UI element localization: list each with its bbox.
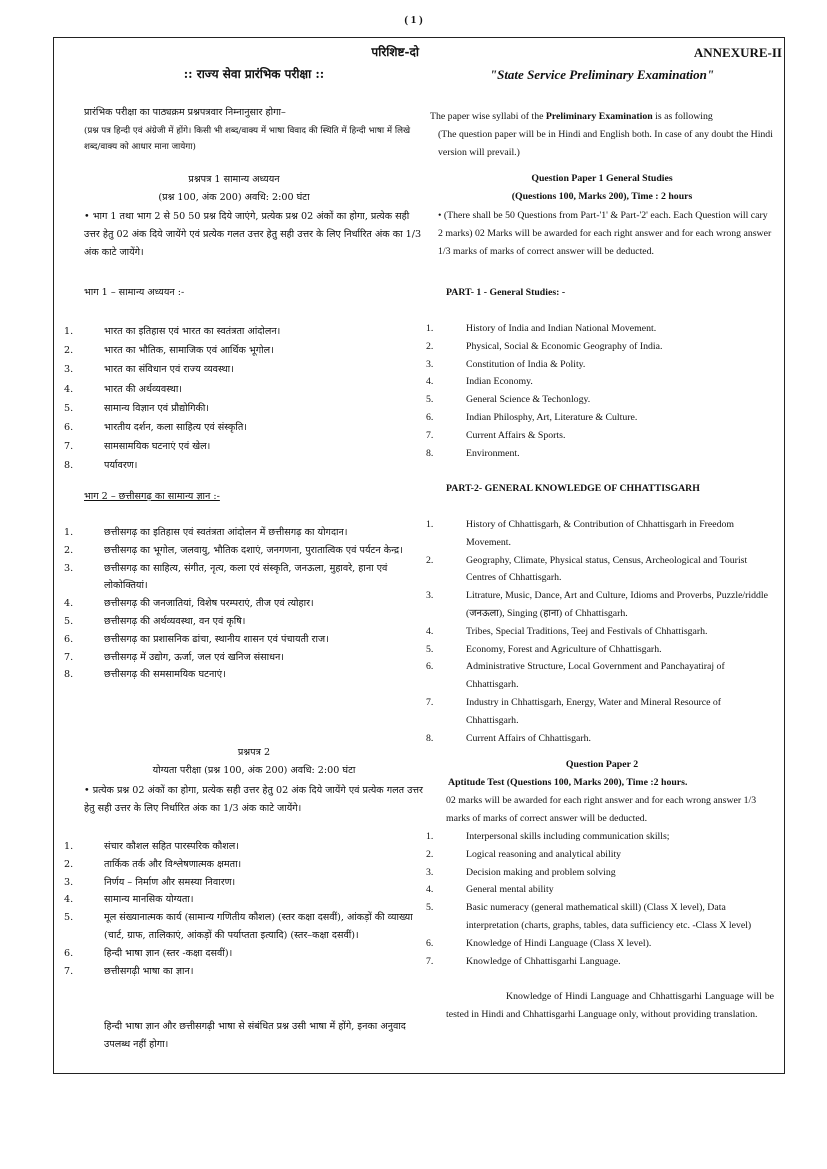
list-item — [426, 445, 774, 463]
list-item-number: 1. — [64, 841, 74, 852]
list-item — [64, 874, 424, 892]
hindi-paper2-footer: हिन्दी भाषा ज्ञान और छत्तीसगढ़ी भाषा से संबंधित प्रश्न उसी भाषा में होंगे, इनका अनुवाद उपलब्ध नहीं होगा। — [104, 1021, 406, 1050]
list-item-number: 4. — [426, 625, 434, 637]
list-item-text: संचार कौशल सहित पारस्परिक कौशल। — [104, 841, 239, 852]
list-item-number: 1. — [64, 527, 74, 538]
list-item — [64, 560, 424, 596]
list-item-text: History of India and Indian National Movement. — [466, 323, 657, 334]
list-item — [426, 516, 774, 552]
english-exam-title: "State Service Preliminary Examination" — [489, 67, 715, 82]
list-item-text: Environment. — [466, 447, 520, 459]
hindi-paper1-meta: (प्रश्न 100, अंक 200) अवधि: 2:00 घंटा — [158, 192, 310, 203]
hindi-paper1-title: प्रश्नपत्र 1 सामान्य अध्ययन — [188, 174, 280, 185]
list-item-number: 3. — [64, 876, 74, 888]
list-item — [64, 945, 424, 963]
list-item — [64, 418, 424, 437]
list-item-text: Knowledge of Hindi Language (Class X level). — [466, 937, 652, 949]
list-item-number: 2. — [426, 554, 434, 566]
english-annexure-label: ANNEXURE-II — [693, 45, 782, 60]
list-item-number: 6. — [426, 411, 434, 423]
english-paper1-title: Question Paper 1 General Studies — [531, 173, 673, 184]
list-item-number: 5. — [426, 394, 434, 406]
list-item-text: Geography, Climate, Physical status, Census, Archeological and Tourist Centres of Chhattisgarh. — [466, 554, 748, 584]
list-item-number: 8. — [64, 460, 74, 472]
list-item — [426, 373, 774, 391]
list-item-number: 8. — [426, 732, 434, 744]
document-frame — [53, 37, 785, 1074]
list-item-number: 7. — [64, 651, 74, 663]
list-item-text: General Science & Techonlogy. — [466, 394, 591, 406]
list-item — [426, 320, 774, 338]
english-part1-list — [426, 320, 774, 462]
list-item — [426, 391, 774, 409]
list-item — [64, 856, 424, 874]
list-item — [426, 658, 774, 694]
list-item — [64, 322, 424, 341]
hindi-exam-title: :: राज्य सेवा प्रारंभिक परीक्षा :: — [183, 67, 325, 81]
english-intro-b: Preliminary Examination — [545, 111, 653, 122]
list-item-number: 6. — [64, 633, 74, 645]
list-item — [426, 552, 774, 588]
list-item — [64, 631, 424, 649]
english-paper1-note: • (There shall be 50 Questions from Part-'1' & Part-'2' each. Each Question will cary 2 marks) 02 Marks will be awarded for each right answer and for each wrong answer 1/3 marks of marks of correct answer will be deducted. — [438, 207, 774, 260]
list-item — [426, 623, 774, 641]
list-item-text: Decision making and problem solving — [466, 866, 616, 878]
hindi-paper2-meta: योग्यता परीक्षा (प्रश्न 100, अंक 200) अवधि: 2:00 घंटा — [152, 765, 356, 776]
list-item-text: भारतीय दर्शन, कला साहित्य एवं संस्कृति। — [104, 422, 247, 434]
list-item — [426, 641, 774, 659]
list-item — [64, 524, 424, 542]
list-item — [426, 899, 774, 935]
list-item-number: 7. — [64, 965, 74, 977]
list-item-text: Litrature, Music, Dance, Art and Culture, Idioms and Proverbs, Puzzle/riddle (जनऊला), Singing (हाना) of Chhattisgarh. — [466, 590, 768, 619]
list-item-text: छत्तीसगढ़ का भूगोल, जलवायु, भौतिक दशाएं, जनगणना, पुरातात्विक एवं पर्यटन केन्द्र। — [104, 544, 403, 556]
list-item-number: 4. — [64, 383, 74, 395]
list-item-number: 2. — [64, 858, 74, 870]
list-item — [64, 838, 424, 856]
hindi-paper2-title: प्रश्नपत्र 2 — [237, 747, 271, 758]
list-item-number: 6. — [426, 937, 434, 949]
list-item-text: Basic numeracy (general mathematical skill) (Class X level), Data interpretation (charts, graphs, tables, data sufficiency etc. -Class X level) — [466, 902, 752, 931]
list-item-number: 1. — [426, 519, 434, 530]
list-item-text: निर्णय – निर्माण और समस्या निवारण। — [104, 876, 236, 888]
list-item-text: छत्तीसगढ़ी भाषा का ज्ञान। — [104, 965, 194, 977]
list-item — [426, 356, 774, 374]
list-item-number: 8. — [426, 447, 434, 459]
list-item-text: सामसामयिक घटनाएं एवं खेल। — [104, 441, 211, 453]
list-item — [64, 909, 424, 945]
hindi-part2-list — [64, 524, 424, 684]
list-item — [64, 666, 424, 684]
english-paper2-list — [426, 828, 774, 970]
list-item — [64, 613, 424, 631]
list-item — [426, 864, 774, 882]
english-intro-c: is as following — [652, 111, 713, 122]
list-item-text: Administrative Structure, Local Government and Panchayatiraj of Chhattisgarh. — [466, 661, 725, 691]
list-item — [426, 694, 774, 730]
list-item-number: 3. — [426, 866, 434, 878]
list-item-text: हिन्दी भाषा ज्ञान (स्तर -कक्षा दसवीं)। — [104, 947, 233, 959]
list-item-text: सामान्य विज्ञान एवं प्रौद्योगिकी। — [104, 402, 209, 414]
list-item-text: भारत का संविधान एवं राज्य व्यवस्था। — [104, 364, 234, 376]
english-part1-heading: PART- 1 - General Studies: - — [446, 287, 566, 298]
list-item-text: भारत की अर्थव्यवस्था। — [104, 383, 183, 395]
list-item-text: Indian Economy. — [466, 376, 533, 388]
list-item-text: Physical, Social & Economic Geography of India. — [466, 340, 663, 352]
list-item-text: Knowledge of Chhattisgarhi Language. — [466, 955, 621, 967]
list-item-text: Economy, Forest and Agriculture of Chhattisgarh. — [466, 643, 662, 655]
list-item-text: Tribes, Special Traditions, Teej and Festivals of Chhattisgarh. — [466, 625, 708, 637]
list-item-number: 7. — [426, 955, 434, 967]
list-item-text: छत्तीसगढ़ का इतिहास एवं स्वतंत्रता आंदोलन में छत्तीसगढ़ का योगदान। — [104, 527, 348, 538]
list-item-number: 4. — [64, 894, 74, 906]
list-item-number: 6. — [64, 422, 74, 434]
english-intro-a: The paper wise syllabi of the — [430, 111, 546, 122]
hindi-intro: प्रारंभिक परीक्षा का पाठ्यक्रम प्रश्नपत्रवार निम्नानुसार होगा– — [84, 107, 286, 118]
list-item — [426, 730, 774, 748]
english-part2-list — [426, 516, 774, 747]
list-item-text: Constitution of India & Polity. — [466, 358, 586, 370]
list-item-text: छत्तीसगढ़ की जनजातियां, विशेष परम्पराएं, तीज एवं त्योहार। — [104, 598, 314, 610]
list-item-number: 5. — [64, 402, 74, 414]
list-item-number: 1. — [64, 326, 74, 337]
list-item — [426, 846, 774, 864]
list-item — [64, 341, 424, 360]
list-item-text: Current Affairs & Sports. — [466, 429, 566, 441]
english-paper2-title: Question Paper 2 — [565, 759, 639, 770]
list-item-text: भारत का इतिहास एवं भारत का स्वतंत्रता आंदोलन। — [104, 326, 281, 337]
list-item-text: छत्तीसगढ़ की समसामयिक घटनाएं। — [104, 669, 226, 681]
list-item — [426, 953, 774, 971]
list-item-text: General mental ability — [466, 884, 554, 896]
list-item — [64, 456, 424, 475]
list-item-text: भारत का भौतिक, सामाजिक एवं आर्थिक भूगोल। — [104, 345, 274, 357]
list-item-number: 5. — [426, 643, 434, 655]
list-item — [426, 881, 774, 899]
page-number: ( 1 ) — [404, 14, 423, 26]
list-item-number: 3. — [426, 358, 434, 370]
list-item-text: Industry in Chhattisgarh, Energy, Water and Mineral Resource of Chhattisgarh. — [466, 696, 722, 726]
list-item-text: Indian Philosphy, Art, Literature & Culture. — [466, 411, 638, 423]
list-item — [64, 963, 424, 981]
english-part2-heading: PART-2- GENERAL KNOWLEDGE OF CHHATTISGARH — [446, 483, 700, 494]
hindi-paper1-note: • भाग 1 तथा भाग 2 से 50 50 प्रश्न दिये जाएंगे, प्रत्येक प्रश्न 02 अंकों का होगा, प्रत्येक सही उत्तर हेतु 02 अंक दिये जायेंगे एवं प्रत्येक गलत उत्तर हेतु सही उत्तर के लिए निर्धारित अंक का 1/3 अंक काटे जायेंगे। — [84, 208, 424, 261]
list-item-number: 6. — [64, 947, 74, 959]
list-item — [426, 828, 774, 846]
list-item-number: 8. — [64, 669, 74, 681]
hindi-paper2-note: • प्रत्येक प्रश्न 02 अंकों का होगा, प्रत्येक सही उत्तर हेतु 02 अंक दिये जायेंगे एवं प्रत्येक गलत उत्तर हेतु सही उत्तर के लिए निर्धारित अंक का 1/3 अंक काटे जायेंगे। — [84, 782, 424, 818]
list-item-text: Logical reasoning and analytical ability — [466, 848, 622, 860]
list-item — [64, 595, 424, 613]
hindi-part2-heading: भाग 2 – छत्तीसगढ़ का सामान्य ज्ञान :- — [84, 491, 220, 502]
english-paper2-footer: Knowledge of Hindi Language and Chhattisgarhi Language will be tested in Hindi and Chhattisgarhi Language only, without providing translation. — [446, 991, 774, 1020]
list-item-text: Interpersonal skills including communication skills; — [466, 831, 670, 842]
hindi-part1-list — [64, 322, 424, 476]
list-item-number: 4. — [426, 884, 434, 896]
list-item-number: 7. — [426, 429, 434, 441]
list-item-text: छत्तीसगढ़ की अर्थव्यवस्था, वन एवं कृषि। — [104, 615, 246, 627]
list-item — [64, 399, 424, 418]
list-item-text: Current Affairs of Chhattisgarh. — [466, 732, 591, 744]
list-item — [426, 338, 774, 356]
list-item-text: History of Chhattisgarh, & Contribution of Chhattisgarh in Freedom Movement. — [466, 519, 735, 548]
list-item-text: छत्तीसगढ़ का प्रशासनिक ढांचा, स्थानीय शासन एवं पंचायती राज। — [104, 633, 329, 645]
english-intro — [430, 108, 774, 126]
english-paper1-meta: (Questions 100, Marks 200), Time : 2 hours — [511, 191, 693, 202]
hindi-part1-heading: भाग 1 – सामान्य अध्ययन :- — [84, 287, 185, 298]
list-item — [64, 542, 424, 560]
list-item — [426, 427, 774, 445]
list-item-text: मूल संख्यानात्मक कार्य (सामान्य गणितीय कौशल) (स्तर कक्षा दसवीं), आंकड़ों की व्याख्या (चार्ट, ग्राफ, तालिकाएं, आंकड़ों की पर्याप्तता इत्यादि) (स्तर–कक्षा दसवीं)। — [104, 912, 413, 941]
english-paper2-note: 02 marks will be awarded for each right answer and for each wrong answer 1/3 marks of marks of correct answer will be deducted. — [446, 795, 757, 824]
list-item-text: सामान्य मानसिक योग्यता। — [104, 894, 194, 906]
list-item-text: छत्तीसगढ़ का साहित्य, संगीत, नृत्य, कला एवं संस्कृति, जनऊला, मुहावरे, हाना एवं लोकोक्तियां। — [104, 562, 388, 592]
list-item-number: 2. — [64, 345, 74, 357]
list-item — [64, 437, 424, 456]
list-item-number: 1. — [426, 831, 434, 842]
list-item-number: 2. — [64, 544, 74, 556]
list-item-number: 4. — [64, 598, 74, 610]
hindi-appendix-label: परिशिष्ट-दो — [371, 45, 419, 59]
list-item-number: 5. — [64, 615, 74, 627]
hindi-intro-note: (प्रश्न पत्र हिन्दी एवं अंग्रेजी में होंगे। किसी भी शब्द/वाक्य में भाषा विवाद की स्थिति में हिन्दी भाषा में लिखे शब्द/वाक्य को आधार माना जायेगा) — [84, 126, 411, 152]
list-item — [64, 649, 424, 667]
list-item-number: 6. — [426, 661, 434, 673]
list-item-number: 2. — [426, 340, 434, 352]
list-item-number: 3. — [64, 364, 74, 376]
list-item-number: 7. — [64, 441, 74, 453]
list-item — [64, 360, 424, 379]
list-item-number: 2. — [426, 848, 434, 860]
list-item-number: 4. — [426, 376, 434, 388]
english-paper2-meta: Aptitude Test (Questions 100, Marks 200), Time :2 hours. — [448, 777, 688, 788]
list-item-number: 1. — [426, 323, 434, 334]
list-item-text: पर्यावरण। — [104, 460, 138, 472]
hindi-paper2-list — [64, 838, 424, 980]
list-item-text: तार्किक तर्क और विश्लेषणात्मक क्षमता। — [104, 858, 242, 870]
list-item — [426, 409, 774, 427]
list-item-number: 3. — [426, 590, 434, 602]
list-item-number: 5. — [64, 912, 74, 924]
english-intro-note: (The question paper will be in Hindi and English both. In case of any doubt the Hindi version will prevail.) — [438, 129, 773, 158]
list-item — [426, 935, 774, 953]
list-item-number: 5. — [426, 902, 434, 914]
list-item-number: 3. — [64, 562, 74, 574]
list-item — [426, 587, 774, 623]
list-item-text: छत्तीसगढ़ में उद्योग, ऊर्जा, जल एवं खनिज संसाधन। — [104, 651, 284, 663]
list-item — [64, 380, 424, 399]
list-item — [64, 891, 424, 909]
list-item-number: 7. — [426, 696, 434, 708]
